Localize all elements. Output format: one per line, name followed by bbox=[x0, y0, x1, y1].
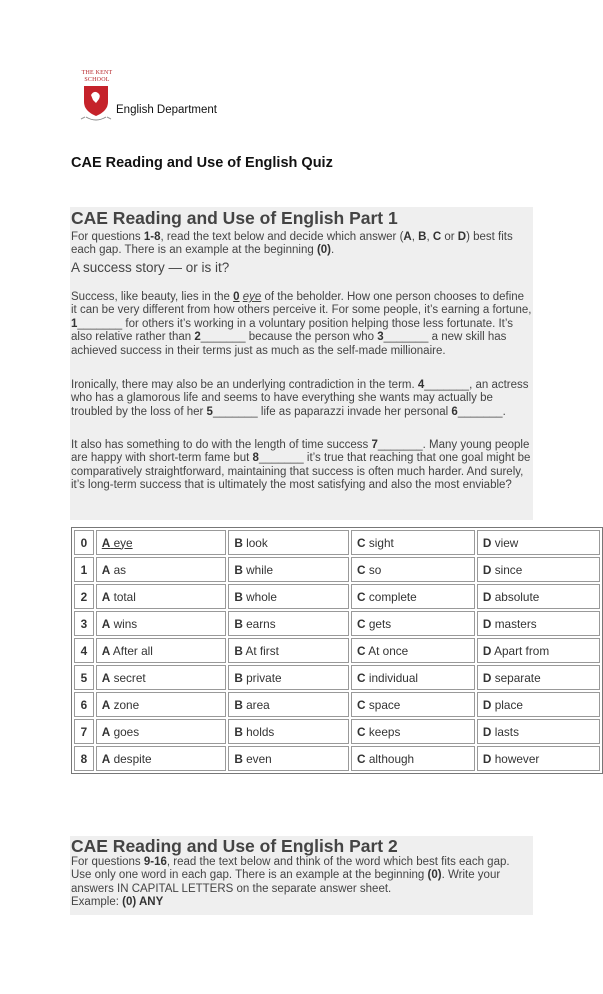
option-word: look bbox=[246, 535, 268, 550]
option-word: as bbox=[113, 562, 127, 577]
option-word: lasts bbox=[494, 724, 519, 739]
option-word: individual bbox=[368, 670, 419, 685]
option-letter: D bbox=[482, 697, 492, 712]
question-number: 1 bbox=[74, 557, 94, 582]
option-word: private bbox=[246, 670, 282, 685]
option-letter: B bbox=[234, 751, 243, 766]
option-letter: D bbox=[482, 535, 492, 550]
option-c bbox=[351, 719, 475, 744]
question-number: 0 bbox=[74, 530, 94, 555]
part2-example: Example: (0) ANY bbox=[71, 896, 164, 908]
option-b bbox=[228, 611, 349, 636]
option-word: masters bbox=[494, 616, 537, 631]
part1-instructions: For questions 1-8, read the text below and decide which answer (A, B, C or D) best fits each gap. There is an example at the beginning (0). bbox=[71, 231, 513, 257]
question-number: 4 bbox=[74, 638, 94, 663]
option-letter: C bbox=[357, 535, 366, 550]
option-word: At first bbox=[245, 643, 279, 658]
option-letter: A bbox=[101, 535, 111, 550]
option-a bbox=[96, 692, 227, 717]
department-label: English Department bbox=[116, 104, 217, 116]
option-row bbox=[74, 611, 600, 636]
option-letter: C bbox=[357, 697, 366, 712]
option-d bbox=[477, 638, 600, 663]
option-letter: A bbox=[101, 697, 111, 712]
option-word: view bbox=[494, 535, 519, 550]
option-d bbox=[477, 530, 600, 555]
option-c bbox=[351, 746, 475, 771]
option-letter: B bbox=[234, 535, 243, 550]
option-b bbox=[228, 692, 349, 717]
option-c bbox=[351, 692, 475, 717]
question-number: 8 bbox=[74, 746, 94, 771]
option-letter: D bbox=[482, 589, 492, 604]
option-letter: D bbox=[482, 616, 492, 631]
option-c bbox=[351, 611, 475, 636]
part1-panel bbox=[70, 207, 533, 520]
option-letter: B bbox=[234, 697, 243, 712]
option-letter: A bbox=[101, 670, 111, 685]
option-c bbox=[351, 665, 475, 690]
quiz-title: CAE Reading and Use of English Quiz bbox=[71, 155, 333, 171]
option-letter: C bbox=[357, 562, 366, 577]
option-letter: B bbox=[234, 724, 243, 739]
part1-title: CAE Reading and Use of English Part 1 bbox=[71, 208, 398, 228]
option-word: despite bbox=[113, 751, 152, 766]
option-word: even bbox=[246, 751, 272, 766]
option-d bbox=[477, 665, 600, 690]
option-letter: C bbox=[357, 616, 366, 631]
option-row bbox=[74, 530, 600, 555]
option-word: since bbox=[494, 562, 523, 577]
option-letter: A bbox=[101, 562, 111, 577]
option-word: holds bbox=[246, 724, 275, 739]
option-word: although bbox=[368, 751, 415, 766]
option-letter: B bbox=[234, 616, 243, 631]
option-word: place bbox=[494, 697, 523, 712]
passage-paragraph-1: Success, like beauty, lies in the 0 eye of the beholder. How one person chooses to define it can be very different from how others perceive it. For some people, it’s earning a fortune, 1_______ for others it’s working in a voluntary position helping those less fortunate. It’s also relative rather than 2_______ because the person who 3_______ a new skill has achieved success in their terms just as much as the self-made millionaire. bbox=[71, 291, 532, 357]
option-a bbox=[96, 530, 227, 555]
question-number: 2 bbox=[74, 584, 94, 609]
answer-options-table bbox=[71, 527, 603, 774]
option-letter: B bbox=[234, 643, 243, 658]
option-letter: C bbox=[357, 670, 366, 685]
option-word: sight bbox=[368, 535, 394, 550]
option-d bbox=[477, 719, 600, 744]
option-letter: D bbox=[482, 751, 492, 766]
option-b bbox=[228, 665, 349, 690]
option-word: whole bbox=[246, 589, 277, 604]
option-word: At once bbox=[368, 643, 409, 658]
option-letter: B bbox=[234, 562, 243, 577]
option-a bbox=[96, 584, 227, 609]
option-letter: D bbox=[482, 643, 492, 658]
option-word: complete bbox=[368, 589, 417, 604]
option-word: eye bbox=[113, 535, 133, 550]
option-row bbox=[74, 665, 600, 690]
option-c bbox=[351, 584, 475, 609]
option-row bbox=[74, 719, 600, 744]
passage-paragraph-3: It also has something to do with the length of time success 7_______. Many young people are happy with short-term fame but 8_______ it’s true that reaching that one goal might be comparatively straightforward, maintaining that success is often much harder. And surely, it’s long-term success that is ultimately the most satisfying and also the most enviable? bbox=[71, 439, 531, 492]
option-word: so bbox=[368, 562, 382, 577]
option-b bbox=[228, 584, 349, 609]
option-row bbox=[74, 557, 600, 582]
option-a bbox=[96, 611, 227, 636]
option-word: while bbox=[246, 562, 274, 577]
option-letter: A bbox=[101, 616, 111, 631]
option-a bbox=[96, 557, 227, 582]
question-number: 3 bbox=[74, 611, 94, 636]
option-letter: A bbox=[101, 643, 111, 658]
option-row bbox=[74, 746, 600, 771]
question-number: 5 bbox=[74, 665, 94, 690]
option-c bbox=[351, 638, 475, 663]
option-a bbox=[96, 719, 227, 744]
option-letter: A bbox=[101, 589, 111, 604]
option-word: wins bbox=[113, 616, 138, 631]
option-b bbox=[228, 557, 349, 582]
option-word: goes bbox=[113, 724, 140, 739]
option-a bbox=[96, 665, 227, 690]
part2-panel bbox=[70, 836, 533, 915]
option-d bbox=[477, 692, 600, 717]
option-letter: A bbox=[101, 724, 111, 739]
part1-subtitle: A success story — or is it? bbox=[71, 260, 230, 275]
part2-title: CAE Reading and Use of English Part 2 bbox=[71, 836, 398, 856]
option-word: area bbox=[246, 697, 270, 712]
option-b bbox=[228, 719, 349, 744]
option-b bbox=[228, 530, 349, 555]
option-word: Apart from bbox=[494, 643, 550, 658]
option-c bbox=[351, 557, 475, 582]
option-word: keeps bbox=[368, 724, 401, 739]
option-word: absolute bbox=[494, 589, 540, 604]
option-d bbox=[477, 746, 600, 771]
option-word: After all bbox=[112, 643, 153, 658]
school-logo-text: THE KENT SCHOOL bbox=[81, 70, 113, 83]
option-letter: B bbox=[234, 670, 243, 685]
option-word: gets bbox=[368, 616, 392, 631]
option-word: separate bbox=[494, 670, 541, 685]
option-b bbox=[228, 746, 349, 771]
option-d bbox=[477, 557, 600, 582]
option-letter: D bbox=[482, 724, 492, 739]
option-b bbox=[228, 638, 349, 663]
option-a bbox=[96, 638, 227, 663]
option-word: zone bbox=[113, 697, 140, 712]
option-word: space bbox=[368, 697, 401, 712]
option-letter: C bbox=[357, 643, 366, 658]
option-word: secret bbox=[113, 670, 146, 685]
option-word: total bbox=[113, 589, 136, 604]
option-letter: B bbox=[234, 589, 243, 604]
option-d bbox=[477, 611, 600, 636]
option-row bbox=[74, 584, 600, 609]
option-row bbox=[74, 638, 600, 663]
option-word: earns bbox=[246, 616, 276, 631]
option-letter: A bbox=[101, 751, 111, 766]
option-letter: C bbox=[357, 589, 366, 604]
option-a bbox=[96, 746, 227, 771]
option-row bbox=[74, 692, 600, 717]
option-letter: D bbox=[482, 562, 492, 577]
part2-instructions: For questions 9-16, read the text below and think of the word which best fits each gap. Use only one word in each gap. There is an example at the beginning (0). Write your answers IN CAPITAL LETTERS on the separate answer sheet. bbox=[71, 856, 510, 895]
option-letter: D bbox=[482, 670, 492, 685]
question-number: 7 bbox=[74, 719, 94, 744]
option-letter: C bbox=[357, 724, 366, 739]
question-number: 6 bbox=[74, 692, 94, 717]
option-letter: C bbox=[357, 751, 366, 766]
option-c bbox=[351, 530, 475, 555]
passage-paragraph-2: Ironically, there may also be an underlying contradiction in the term. 4_______, an actress who has a glamorous life and seems to have everything she wants may actually be troubled by the loss of her 5_______ life as paparazzi invade her personal 6_______. bbox=[71, 379, 529, 418]
option-word: however bbox=[494, 751, 540, 766]
option-d bbox=[477, 584, 600, 609]
